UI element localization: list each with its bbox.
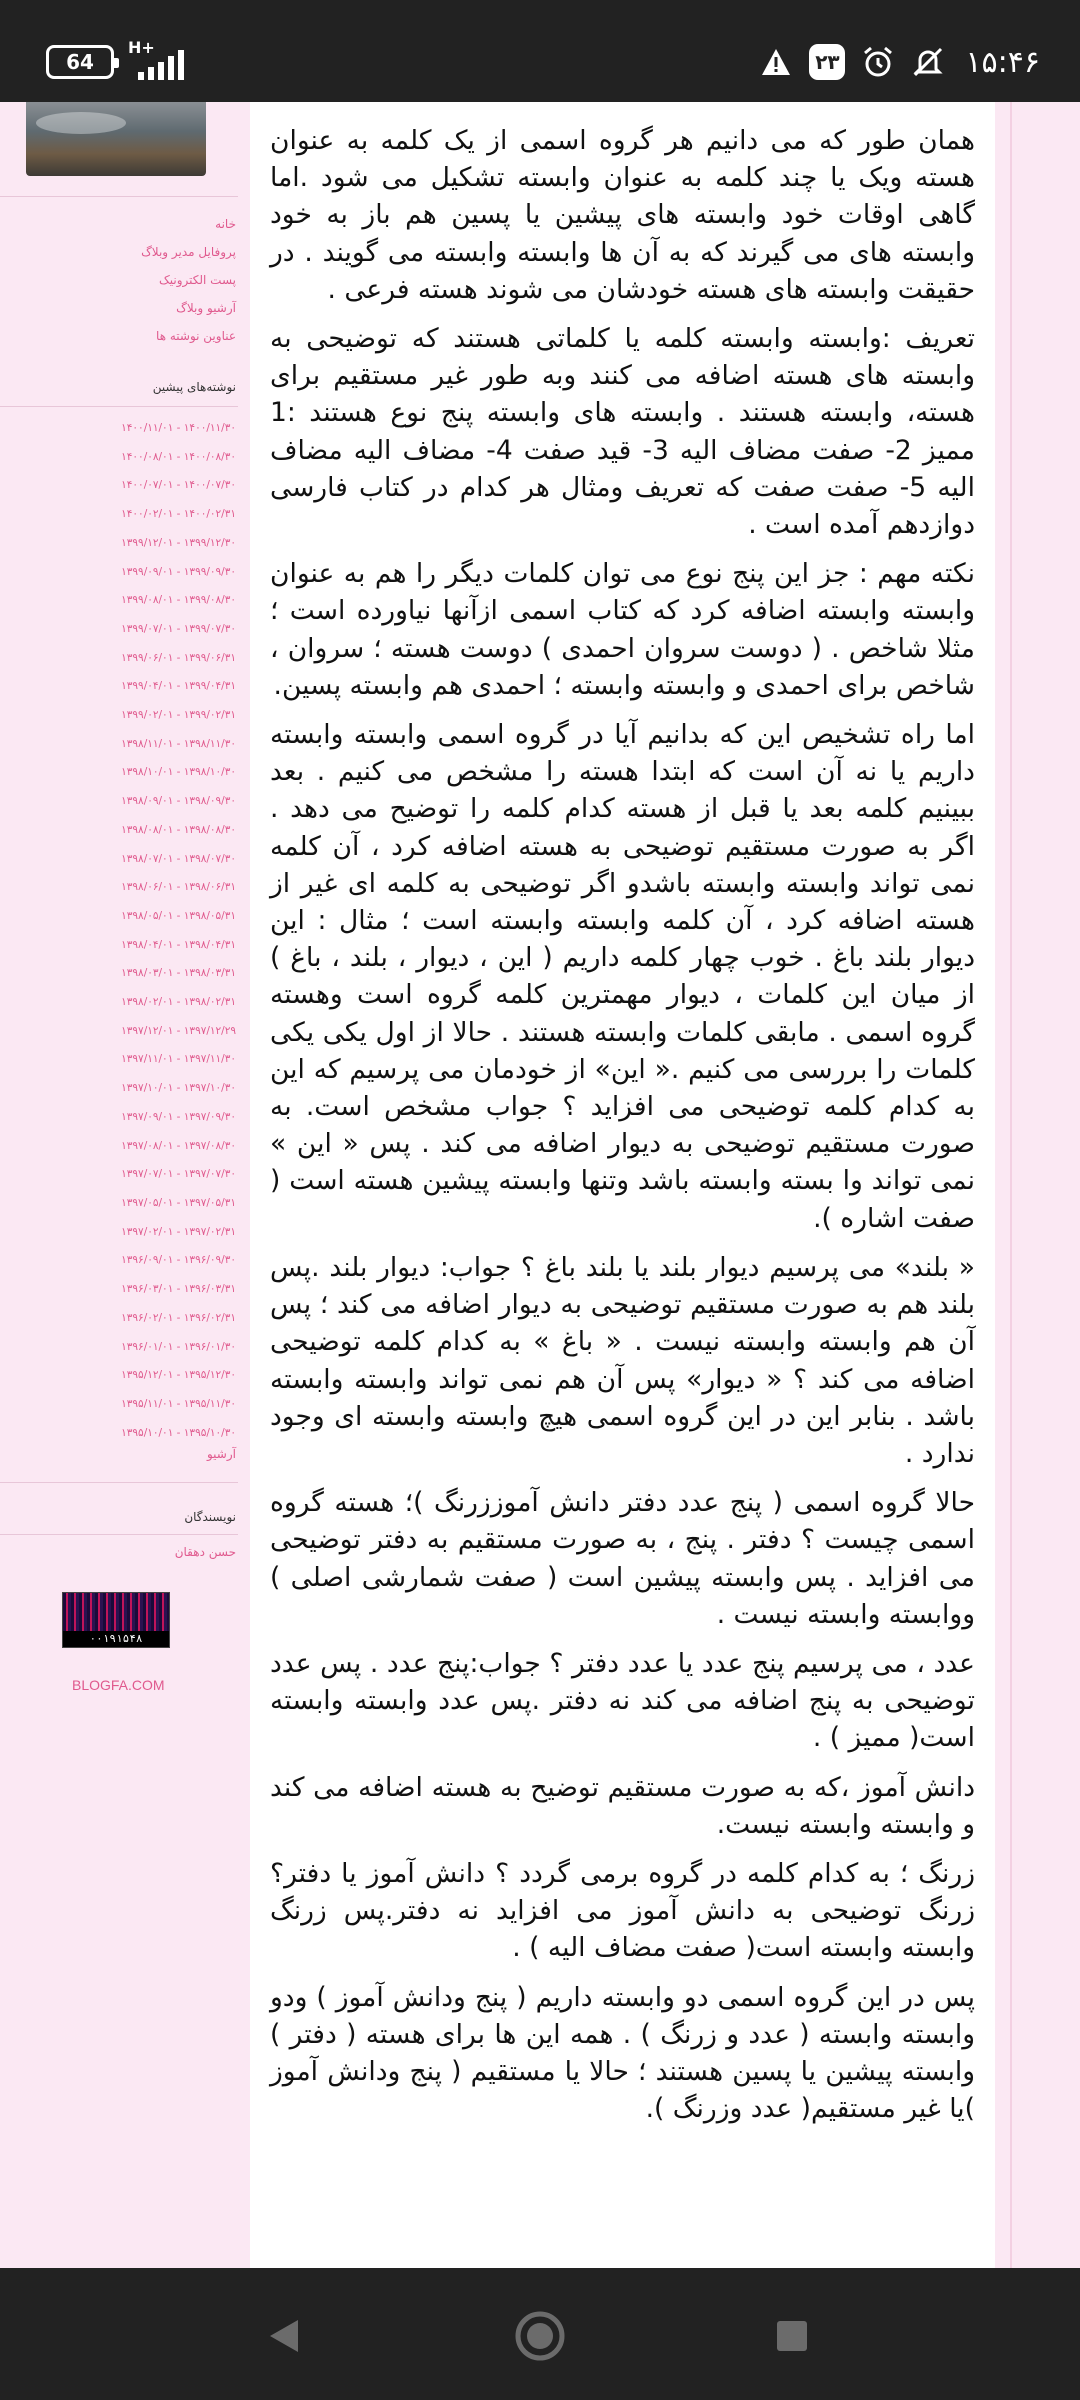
home-circle-icon xyxy=(514,2310,566,2362)
back-triangle-icon xyxy=(266,2316,302,2356)
network-type: H+ xyxy=(128,38,155,57)
sidebar xyxy=(0,102,238,2268)
status-bar xyxy=(0,0,1080,102)
archive-link[interactable]: ۱۳۹۷/۱۲/۰۱ - ۱۳۹۷/۱۲/۲۹ xyxy=(121,1024,236,1037)
header-thumbnail xyxy=(26,102,206,176)
article-paragraph: زرنگ ؛ به کدام کلمه در گروه برمی گردد ؟ دانش آموز یا دفتر؟ زرنگ توضیحی به دانش آموز می افزاید نه دفتر.پس زرنگ وابسته وابسته است( صفت مضاف الیه ) . xyxy=(270,1857,975,1964)
article-paragraph: نکته مهم : جز این پنج نوع می توان کلمات دیگر را هم به عنوان وابسته وابسته اضافه کرد که کتاب اسمی ازآنها نیاورده است ؛ مثلا شاخص . ( دوست سروان احمدی ) دوست هسته ؛ سروان ، شاخص برای احمدی و وابسته وابسته ؛ احمدی هم وابسته پسین. xyxy=(270,558,975,701)
divider xyxy=(0,406,238,407)
archive-link[interactable]: ۱۴۰۰/۰۷/۰۱ - ۱۴۰۰/۰۷/۳۰ xyxy=(121,479,236,492)
archive-link[interactable]: ۱۳۹۵/۱۰/۰۱ - ۱۳۹۵/۱۰/۳۰ xyxy=(121,1426,236,1439)
sidebar-nav xyxy=(6,210,236,350)
archive-link[interactable]: ۱۳۹۹/۰۷/۰۱ - ۱۳۹۹/۰۷/۳۰ xyxy=(121,622,236,635)
article-paragraph: عدد ، می پرسیم پنج عدد یا عدد دفتر ؟ جواب:پنج عدد . پس عدد توضیحی به پنج اضافه می کند نه دفتر .پس عدد وابسته وابسته است( ممیز ) . xyxy=(270,1647,975,1754)
archive-link[interactable]: ۱۳۹۵/۱۱/۰۱ - ۱۳۹۵/۱۱/۳۰ xyxy=(121,1397,236,1410)
archive-link[interactable]: ۱۴۰۰/۰۲/۰۱ - ۱۴۰۰/۰۲/۳۱ xyxy=(121,508,236,521)
recents-square-icon xyxy=(775,2319,809,2353)
status-left xyxy=(46,38,194,80)
right-rail xyxy=(1010,102,1080,2268)
article-paragraph: اما راه تشخیص این که بدانیم آیا در گروه اسمی وابسته وابسته داریم یا نه آن است که ابتدا هسته را مشخص می کنیم . بعد ببینیم کلمه بعد یا قبل از هسته کدام کلمه را توضیح می دهد . اگر به صورت مستقیم توضیحی به هسته اضافه کرد ، آن کلمه نمی تواند وابسته وابسته باشدو اگر توضیحی به کلمه ای غیر از هسته اضافه کرد ، آن کلمه وابسته وابسته است ؛ مثال : این دیوار بلند باغ . خوب چهار کلمه داریم ( این ، دیوار ، بلند ، باغ ) از میان این کلمات ، دیوار مهمترین کلمه گروه است وهسته گروه اسمی . مابقی کلمات وابسته هستند . حالا از اول یکی یکی کلمات را بررسی می کنیم .« این» از خودمان می پرسیم که این به کدام کلمه توضیحی می افزاید ؟ جواب مشخص است. به صورت مستقیم توضیحی به دیوار اضافه می کند . پس « این » نمی تواند وا بسته وابسته باشد وتنها وابسته پیشین هسته است ( صفت اشاره ). xyxy=(270,719,975,1234)
status-right xyxy=(759,44,1040,80)
previous-posts-heading: نوشته‌های پیشین xyxy=(152,380,236,394)
archive-link[interactable]: ۱۳۹۸/۰۴/۰۱ - ۱۳۹۸/۰۴/۳۱ xyxy=(121,938,236,951)
signal-icon xyxy=(128,38,194,80)
archive-link[interactable]: ۱۳۹۷/۱۰/۰۱ - ۱۳۹۷/۱۰/۳۰ xyxy=(121,1082,236,1095)
battery-level: 64 xyxy=(66,50,94,74)
sidebar-link-email[interactable]: پست الکترونیک xyxy=(159,273,236,287)
archive-link[interactable]: ۱۳۹۷/۰۹/۰۱ - ۱۳۹۷/۰۹/۳۰ xyxy=(121,1110,236,1123)
post-content xyxy=(250,102,995,2268)
visitor-counter[interactable] xyxy=(62,1592,170,1648)
archive-link[interactable]: ۱۳۹۸/۰۵/۰۱ - ۱۳۹۸/۰۵/۳۱ xyxy=(121,909,236,922)
archive-more-link[interactable]: آرشیو xyxy=(206,1447,236,1461)
archive-link[interactable]: ۱۳۹۹/۰۸/۰۱ - ۱۳۹۹/۰۸/۳۰ xyxy=(121,594,236,607)
warning-icon xyxy=(759,45,793,79)
notification-badge: ۲۳ xyxy=(809,44,845,80)
archive-link[interactable]: ۱۳۹۸/۰۹/۰۱ - ۱۳۹۸/۰۹/۳۰ xyxy=(121,795,236,808)
archive-link[interactable]: ۱۳۹۹/۰۹/۰۱ - ۱۳۹۹/۰۹/۳۰ xyxy=(121,565,236,578)
author-link[interactable]: حسن دهقان xyxy=(174,1545,236,1559)
archive-link[interactable]: ۱۳۹۷/۰۷/۰۱ - ۱۳۹۷/۰۷/۳۰ xyxy=(121,1168,236,1181)
content-border xyxy=(996,102,1010,2268)
authors-heading: نویسندگان xyxy=(184,1510,236,1524)
clock: ۱۵:۴۶ xyxy=(965,44,1040,80)
archive-link[interactable]: ۱۳۹۹/۰۲/۰۱ - ۱۳۹۹/۰۲/۳۱ xyxy=(121,709,236,722)
archive-link[interactable]: ۱۳۹۷/۰۲/۰۱ - ۱۳۹۷/۰۲/۳۱ xyxy=(121,1225,236,1238)
article-paragraph: دانش آموز ،که به صورت مستقیم توضیح به هسته اضافه می کند و وابسته وابسته نیست. xyxy=(270,1771,975,1840)
article-paragraph: تعریف :وابسته وابسته کلمه یا کلماتی هستند که توضیحی به وابسته های هسته اضافه می کنند وبه طور غیر مستقیم برای هسته، وابسته هستند . وابسته های وابسته پنج نوع هستند :1 ممیز 2- صفت مضاف الیه 3- قید صفت 4- مضاف الیه مضاف الیه 5- صفت صفت که تعریف ومثال هر کدام در کتاب فارسی دوازدهم آمده است . xyxy=(270,323,975,541)
web-page xyxy=(0,102,1080,2268)
navigation-bar xyxy=(0,2268,1080,2400)
archive-link[interactable]: ۱۳۹۵/۱۲/۰۱ - ۱۳۹۵/۱۲/۳۰ xyxy=(121,1369,236,1382)
archive-link[interactable]: ۱۳۹۷/۰۸/۰۱ - ۱۳۹۷/۰۸/۳۰ xyxy=(121,1139,236,1152)
archive-link[interactable]: ۱۳۹۹/۰۶/۰۱ - ۱۳۹۹/۰۶/۳۱ xyxy=(121,651,236,664)
muted-bell-icon xyxy=(911,45,945,79)
article-paragraph: پس در این گروه اسمی دو وابسته داریم ( پنج ودانش آموز ) ودو وابسته وابسته ( عدد و زرنگ ) . همه این ها برای هسته ( دفتر ) وابسته پیشین یا پسین هستند ؛ حالا یا مستقیم ( پنج ودانش آموز )یا غیر مستقیم( عدد وزرنگ ). xyxy=(270,1981,975,2125)
battery-icon xyxy=(46,45,114,79)
article-paragraph: « بلند» می پرسیم دیوار بلند یا بلند باغ ؟ جواب: دیوار بلند .پس بلند هم به صورت مستقیم توضیحی به دیوار اضافه می کند ؛ پس آن هم وابسته وابسته نیست . « باغ » به کدام کلمه توضیحی اضافه می کند ؟ « دیوار» پس آن هم نمی تواند وابسته وابسته باشد . بنابر این در این گروه اسمی هیچ وابسته وابسته ای وجود ندارد . xyxy=(270,1251,975,1469)
archive-link[interactable]: ۱۳۹۸/۰۷/۰۱ - ۱۳۹۸/۰۷/۳۰ xyxy=(121,852,236,865)
archive-link[interactable]: ۱۴۰۰/۱۱/۰۱ - ۱۴۰۰/۱۱/۳۰ xyxy=(121,422,236,434)
sidebar-link-profile[interactable]: پروفایل مدیر وبلاگ xyxy=(141,245,236,259)
archive-link[interactable]: ۱۳۹۸/۰۲/۰۱ - ۱۳۹۸/۰۲/۳۱ xyxy=(121,996,236,1009)
archive-link[interactable]: ۱۳۹۸/۰۸/۰۱ - ۱۳۹۸/۰۸/۳۰ xyxy=(121,823,236,836)
archive-link[interactable]: ۱۳۹۸/۰۶/۰۱ - ۱۳۹۸/۰۶/۳۱ xyxy=(121,881,236,894)
archive-link[interactable]: ۱۳۹۶/۰۲/۰۱ - ۱۳۹۶/۰۲/۳۱ xyxy=(121,1311,236,1324)
sidebar-link-archive[interactable]: آرشیو وبلاگ xyxy=(176,301,236,315)
recents-button[interactable] xyxy=(762,2306,822,2366)
archive-link[interactable]: ۱۴۰۰/۰۸/۰۱ - ۱۴۰۰/۰۸/۳۰ xyxy=(121,450,236,463)
divider xyxy=(0,1534,238,1535)
divider xyxy=(0,196,238,197)
article-paragraph: حالا گروه اسمی ( پنج عدد دفتر دانش آموززرنگ )؛ هسته گروه اسمی چیست ؟ دفتر . پنج ، به صورت مستقیم به دفتر توضیحی می افزاید . پس وابسته پیشین است ( صفت شمارشی اصلی ) ووابسته وابسته نیست . xyxy=(270,1487,975,1630)
sidebar-link-home[interactable]: خانه xyxy=(215,217,236,231)
archive-link[interactable]: ۱۳۹۶/۰۳/۰۱ - ۱۳۹۶/۰۳/۳۱ xyxy=(121,1283,236,1296)
archive-list xyxy=(6,414,236,1447)
divider xyxy=(0,1482,238,1483)
back-button[interactable] xyxy=(254,2306,314,2366)
counter-digits: ۰۰۱۹۱۵۴۸ xyxy=(63,1631,169,1647)
archive-link[interactable]: ۱۳۹۷/۱۱/۰۱ - ۱۳۹۷/۱۱/۳۰ xyxy=(121,1053,236,1066)
article-body xyxy=(270,122,975,2139)
archive-link[interactable]: ۱۳۹۸/۱۰/۰۱ - ۱۳۹۸/۱۰/۳۰ xyxy=(121,766,236,779)
archive-link[interactable]: ۱۳۹۹/۰۴/۰۱ - ۱۳۹۹/۰۴/۳۱ xyxy=(121,680,236,693)
alarm-icon xyxy=(861,45,895,79)
sidebar-link-titles[interactable]: عناوین نوشته ها xyxy=(156,329,236,343)
archive-link[interactable]: ۱۳۹۷/۰۵/۰۱ - ۱۳۹۷/۰۵/۳۱ xyxy=(121,1196,236,1209)
archive-link[interactable]: ۱۳۹۸/۰۳/۰۱ - ۱۳۹۸/۰۳/۳۱ xyxy=(121,967,236,980)
archive-link[interactable]: ۱۳۹۶/۰۱/۰۱ - ۱۳۹۶/۰۱/۳۰ xyxy=(121,1340,236,1353)
article-paragraph: همان طور که می دانیم هر گروه اسمی از یک کلمه به عنوان هسته ویک یا چند کلمه به عنوان وابسته تشکیل می شود .اما گاهی اوقات خود وابسته های پیشین یا پسین هم باز به خود وابسته های می گیرند که به آن ها وابسته وابسته می گویند . در حقیقت وابسته های هسته خودشان می شوند هسته فرعی . xyxy=(270,125,975,305)
blogfa-link[interactable]: BLOGFA.COM xyxy=(72,1677,165,1693)
archive-link[interactable]: ۱۳۹۹/۱۲/۰۱ - ۱۳۹۹/۱۲/۳۰ xyxy=(121,536,236,549)
archive-link[interactable]: ۱۳۹۸/۱۱/۰۱ - ۱۳۹۸/۱۱/۳۰ xyxy=(121,737,236,750)
archive-link[interactable]: ۱۳۹۶/۰۹/۰۱ - ۱۳۹۶/۰۹/۳۰ xyxy=(121,1254,236,1267)
home-button[interactable] xyxy=(510,2306,570,2366)
